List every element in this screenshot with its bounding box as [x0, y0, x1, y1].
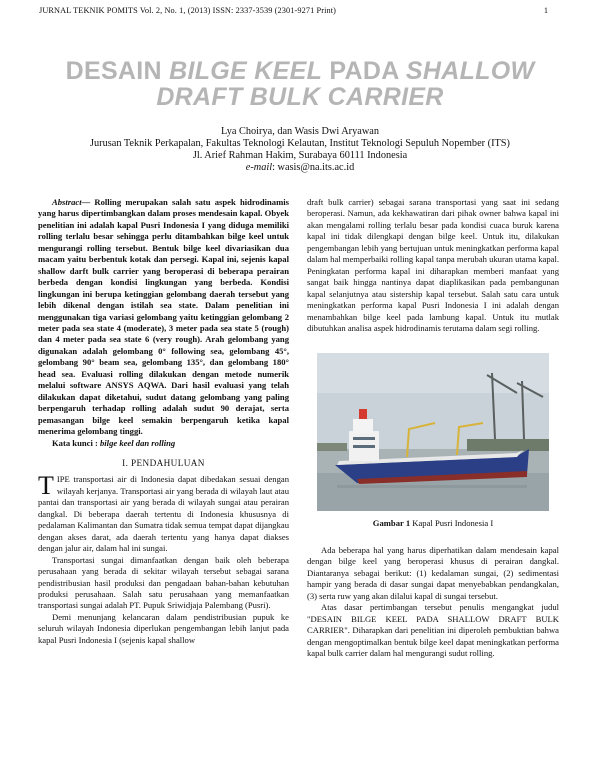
- title-part: BILGE KEEL: [169, 57, 323, 85]
- title-part: DRAFT BULK CARRIER: [156, 83, 444, 111]
- intro-paragraph-2: Transportasi sungai dimanfaatkan dengan baik oleh beberapa perusahaan yang berada di sekitar wilayah tersebut sebagai sarana pendistribusian hasil produksi dan pengadaan bahan-bahan kebutuhan produksi perusahaan. Salah satu perusahaan yang memanfaatkan transportasi sungai adalah PT. Pupuk Sriwidjaja Palembang (Pusri).: [38, 554, 289, 611]
- intro-paragraph-3: Demi menunjang kelancaran dalam pendistribusian pupuk ke seluruh wilayah Indonesia diperlukan pengembangan lebih lanjut pada kapal Pusri Indonesia I (sejenis kapal shallow: [38, 611, 289, 645]
- email-address: : wasis@na.its.ac.id: [272, 162, 355, 173]
- figure-caption: [305, 518, 561, 528]
- author-affiliation: Jurusan Teknik Perkapalan, Fakultas Teknologi Kelautan, Institut Teknologi Sepuluh Nopember (ITS): [90, 138, 510, 149]
- author-email: [0, 162, 600, 174]
- keywords-text: bilge keel dan rolling: [97, 437, 176, 448]
- page-number: 1: [543, 6, 548, 15]
- keywords-label: Kata kunci :: [52, 437, 98, 448]
- left-column: [38, 197, 289, 646]
- ship-illustration: [317, 353, 549, 511]
- title-line-2: [0, 82, 600, 112]
- right-paragraph-1: draft bulk carrier) sebagai sarana transportasi yang saat ini sedang beroperasi. Namun, ada kekhawatiran dari pihak owner bahwa kapal ini akan mengalami rolling terlalu besar pada kondisi cuaca buruk karena kapal ini tidak dilengkapi dengan bilge keel. Untuk itu, dilakukan pengembangan lebih yang bertujuan untuk meningkatkan performa kapal dalam hal memperbaiki rolling kapal tanpa merubah ukuran utama kapal. Peningkatan performa kapal ini diharapkan memberi manfaat yang sangat baik hingga nantinya dapat diaplikasikan pada pembangunan kapal selanjutnya atau sistership kapal tersebut. Salah satu cara untuk meningkatkan performa kapal Pusri Indonesia I ini adalah dengan menambahkan bilge keel pada lambung kapal. Untuk itu mutlak dibutuhkan analisa aspek hidrodinamis terutama dalam segi rolling.: [307, 197, 559, 333]
- email-label: e-mail: [245, 162, 273, 173]
- title-part: PADA: [322, 57, 406, 85]
- drop-cap: T: [38, 471, 54, 501]
- caption-label: Gambar 1: [372, 518, 411, 528]
- abstract-text: Rolling merupakan salah satu aspek hidrodinamis yang harus dipertimbangkan dalam proses mendesain kapal. Obyek penelitian ini adalah kapal Pusri Indonesia I yang diduga memiliki rolling terlalu besar sehingga perlu ditambahkan bilge keel untuk mengurangi rolling tersebut. Bentuk bilge keel divariasikan dua macam yaitu berbentuk kotak dan persegi. Kapal ini, sejenis kapal shallow darft bulk carrier yang beroperasi di beberapa perairan berbeda dengan kondisi lingkungan yang berbeda. Kondisi lingkungan ini berupa ketinggian gelombang daerah tersebut yang lebih dikenal dengan istilah sea state. Dalam penelitian ini menggunakan tiga variasi gelombang yaitu ketinggian gelombang 2 meter pada sea state 4 (moderate), 3 meter pada sea state 5 (rough) dan 4 meter pada sea state 6 (very rough). Arah gelombang yang digunakan adalah gelombang 0° following sea, gelombang 45°, gelombang 90° beam sea, gelombang 135°, dan gelombang 180° head sea. Evaluasi rolling dilakukan dengan metode numerik melalui software ANSYS AQWA. Dari hasil evaluasi yang telah dilakukan dapat diketahui, sudut datang gelombang yang paling berpengaruh terhadap rolling adalah sudut 90 derajat, serta pemasangan bilge keel semakin berpengaruh ketika kapal menerima gelombang tinggi.: [38, 197, 289, 437]
- ship-photo: [317, 353, 549, 511]
- keywords: [38, 438, 289, 449]
- journal-header: JURNAL TEKNIK POMITS Vol. 2, No. 1, (2013) ISSN: 2337-3539 (2301-9271 Print): [39, 6, 336, 15]
- intro-text: IPE transportasi air di Indonesia dapat dibedakan sesuai dengan wilayah kerjanya. Transportasi air yang berada di wilayah laut atau pantai dan transportasi air yang berada di wilayah sungai atau perairan dangkal. Di beberapa daerah tertentu di Indonesia khususnya di pedalaman Kalimantan dan Sumatra tidak semua tempat dapat dijangkau dengan akses darat, ada daerah tertentu yang hanya dapat diakses dengan jalur air, dalam hal ini sungai.: [38, 474, 289, 554]
- intro-paragraph-1: [38, 471, 289, 554]
- right-paragraph-2: Ada beberapa hal yang harus diperhatikan dalam mendesain kapal dengan bilge keel yang beroperasi khusus di perairan dangkal. Diantaranya sebagai berikut: (1) kedalaman sungai, (2) sedimentasi hampir yang berada di dasar sungai dapat menyebabkan pendangkalan, (3) serta ruw yang akan dilalui kapal di sungai tersebut.: [307, 545, 559, 601]
- abstract-label: Abstract—: [52, 197, 91, 207]
- section-heading: I. PENDAHULUAN: [122, 457, 205, 468]
- title-part: SHALLOW: [405, 57, 535, 85]
- right-paragraph-3: Atas dasar pertimbangan tersebut penulis mengangkat judul "DESAIN BILGE KEEL PADA SHALLOW DRAFT BULK CARRIER". Diharapkan dari penelitian ini diperoleh pembuktian bahwa dengan mengoptimalkan bentuk bilge keel dapat meningkatkan performa kapal bulk carrier dalam hal mengurangi sudut rolling.: [307, 602, 559, 659]
- author-names: Lya Choirya, dan Wasis Dwi Aryawan: [221, 126, 379, 137]
- title-part: DESAIN: [65, 57, 170, 85]
- caption-text: Kapal Pusri Indonesia I: [410, 518, 494, 528]
- right-column-bottom: [307, 545, 559, 660]
- abstract: [38, 197, 289, 438]
- author-address: Jl. Arief Rahman Hakim, Surabaya 60111 Indonesia: [192, 150, 408, 161]
- right-column-top: [307, 197, 559, 334]
